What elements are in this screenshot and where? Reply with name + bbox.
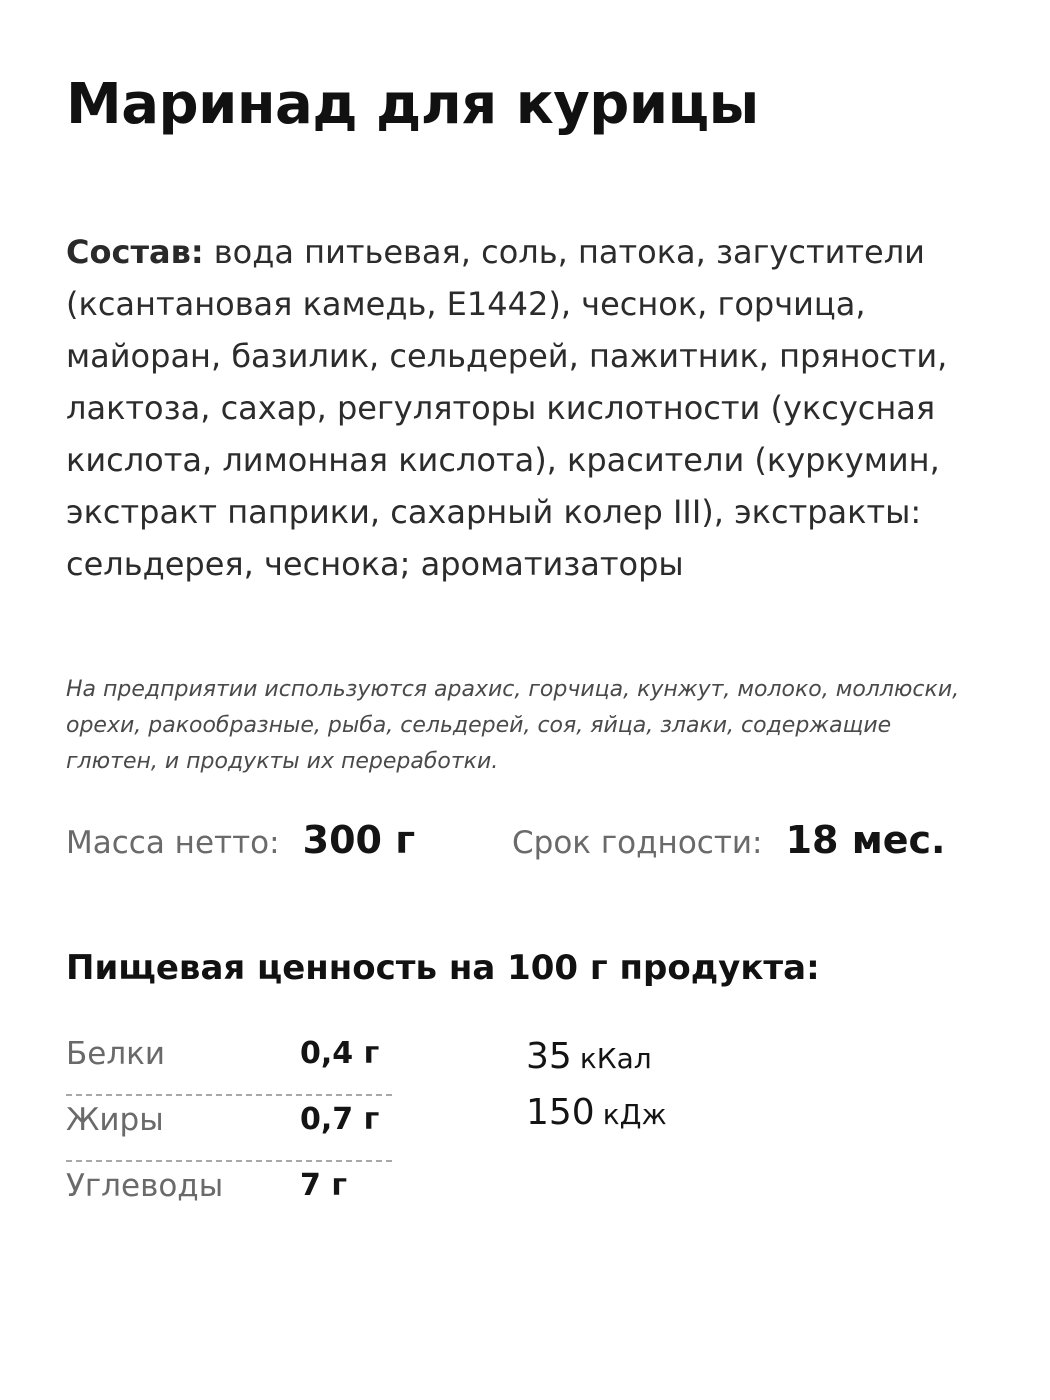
shelf-life-value: 18 мес. bbox=[785, 818, 946, 862]
composition-text: вода питьевая, соль, патока, загустители (ксантановая камедь, E1442), чеснок, горчица, майоран, базилик, сельдерей, пажитник, пряности, лактоза, сахар, регуляторы кислотности (уксусная кислота, лимонная кислота), красители (куркумин, экстракт паприки, сахарный колер III), экстракты: сельдерея, чеснока; ароматизаторы bbox=[66, 233, 948, 583]
energy-values bbox=[526, 1036, 667, 1148]
shelf-life-label: Срок годности: bbox=[512, 825, 763, 861]
composition-label: Состав: bbox=[66, 233, 204, 271]
net-weight-label: Масса нетто: bbox=[66, 825, 280, 861]
net-weight bbox=[66, 818, 415, 862]
energy-kcal-unit: кКал bbox=[579, 1042, 652, 1075]
nutrition-value: 0,7 г bbox=[300, 1102, 380, 1137]
nutrition-row-carbs bbox=[66, 1162, 392, 1226]
nutrition-value: 7 г bbox=[300, 1168, 347, 1203]
energy-kj bbox=[526, 1092, 667, 1148]
nutrition-row-protein bbox=[66, 1030, 392, 1096]
composition-block bbox=[66, 226, 996, 590]
nutrition-value: 0,4 г bbox=[300, 1036, 380, 1071]
energy-kj-value: 150 bbox=[526, 1092, 595, 1133]
allergen-note: На предприятии используются арахис, горчица, кунжут, молоко, моллюски, орехи, ракообразные, рыба, сельдерей, соя, яйца, злаки, содержащие глютен, и продукты их переработки. bbox=[66, 677, 960, 774]
product-meta bbox=[66, 818, 996, 868]
nutrition-name: Углеводы bbox=[66, 1168, 224, 1204]
net-weight-value: 300 г bbox=[302, 818, 416, 862]
energy-kcal bbox=[526, 1036, 667, 1092]
nutrition-title: Пищевая ценность на 100 г продукта: bbox=[66, 948, 820, 988]
energy-kcal-value: 35 bbox=[526, 1036, 572, 1077]
nutrition-name: Белки bbox=[66, 1036, 166, 1072]
product-title: Маринад для курицы bbox=[66, 72, 759, 137]
shelf-life bbox=[512, 818, 945, 862]
energy-kj-unit: кДж bbox=[602, 1098, 667, 1131]
nutrition-name: Жиры bbox=[66, 1102, 164, 1138]
nutrition-row-fat bbox=[66, 1096, 392, 1162]
nutrition-table bbox=[66, 1030, 392, 1226]
